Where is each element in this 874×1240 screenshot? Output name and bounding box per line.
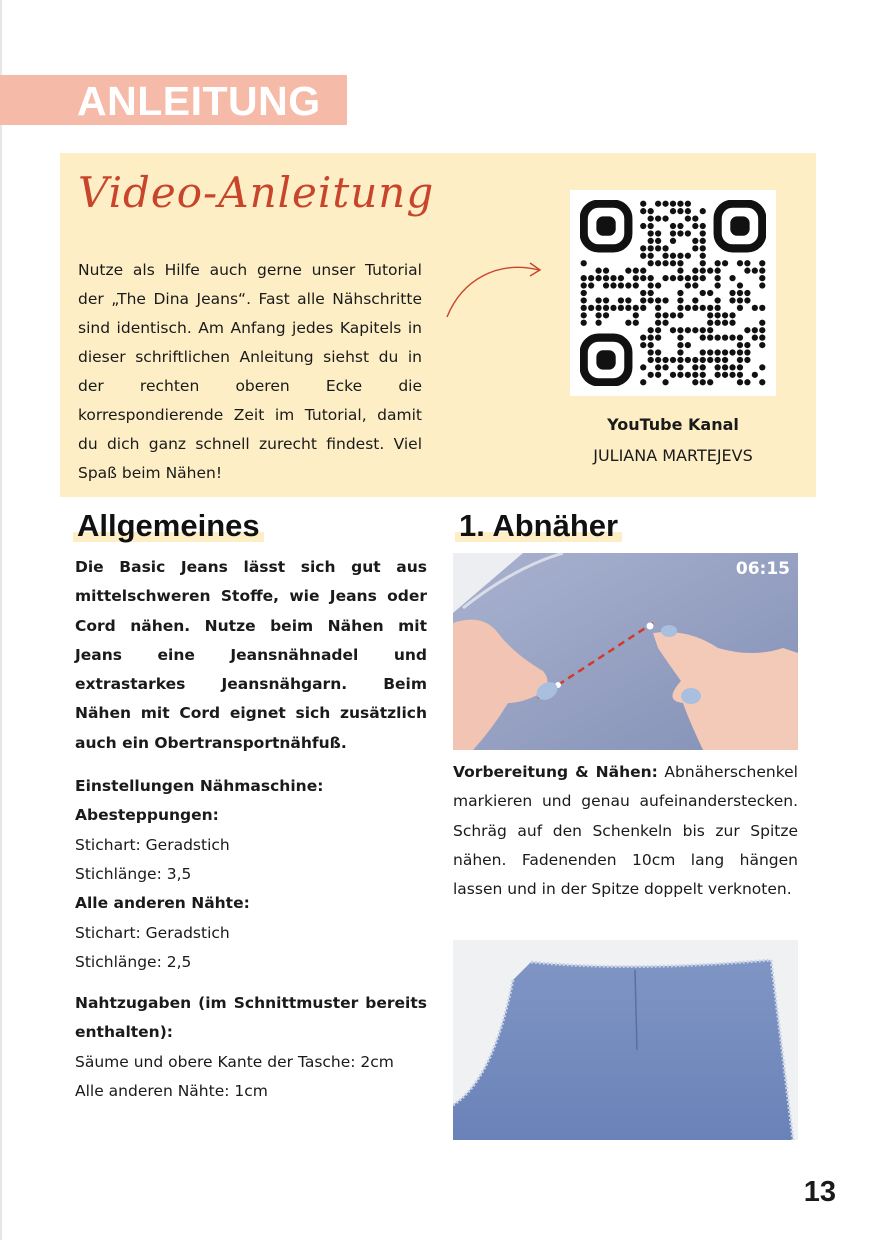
youtube-channel-name: JULIANA MARTEJEVS [593,446,753,465]
dart-instructions-text: Abnäherschenkel markieren und genau aufeinanderstecken. Schräg auf den Schenkeln bis zur Spitze nähen. Fadenenden 10cm lang hängen lassen und in der Spitze doppelt verknoten. [453,763,798,899]
finished-dart-photo [453,940,798,1140]
dart-instructions-label: Vorbereitung & Nähen: [453,763,658,781]
settings-heading: Einstellungen Nähmaschine: [75,777,324,796]
topstitch-heading: Abesteppungen: [75,806,219,825]
seam-allowance-hem: Säume und obere Kante der Tasche: 2cm [75,1052,394,1071]
qr-code-icon [580,200,766,386]
page-edge [0,0,2,1240]
seam-allowance-heading: Nahtzugaben (im Schnittmuster bereits enthalten): [75,994,427,1042]
curved-arrow-icon [442,255,547,325]
other-seams-length: Stichlänge: 2,5 [75,952,192,971]
dart-instructions [453,758,798,904]
topstitch-type: Stichart: Geradstich [75,835,230,854]
other-seams-heading: Alle anderen Nähte: [75,894,250,913]
darts-heading: 1. Abnäher [459,508,618,544]
video-timestamp: 06:15 [735,559,790,579]
page-title: ANLEITUNG [75,75,331,125]
dart-photo-illustration [453,553,798,750]
video-title: Video-Anleitung [78,168,435,217]
finished-dart-illustration [453,940,798,1140]
topstitch-length: Stichlänge: 3,5 [75,864,192,883]
general-heading: Allgemeines [77,508,260,544]
other-seams-type: Stichart: Geradstich [75,923,230,942]
page-number: 13 [803,1176,836,1208]
video-description: Nutze als Hilfe auch gerne unser Tutorial der „The Dina Jeans“. Fast alle Nähschritte sind identisch. Am Anfang jedes Kapitels in dieser schriftlichen Anleitung siehst du in der rechten oberen Ecke die korrespondierende Zeit im Tutorial, damit du dich ganz schnell zurecht findest. Viel Spaß beim Nähen! [78,261,422,482]
seam-allowance-other: Alle anderen Nähte: 1cm [75,1082,268,1101]
dart-sewing-photo [453,553,798,750]
youtube-channel-label: YouTube Kanal [607,415,739,434]
qr-code[interactable] [570,190,776,396]
general-section [75,553,427,1106]
general-intro: Die Basic Jeans lässt sich gut aus mittelschweren Stoffe, wie Jeans oder Cord nähen. Nutze beim Nähen mit Jeans eine Jeansnähnadel und extrastarkes Jeansnähgarn. Beim Nähen mit Cord eignet sich zusätzlich auch ein Obertransportnähfuß. [75,558,427,752]
